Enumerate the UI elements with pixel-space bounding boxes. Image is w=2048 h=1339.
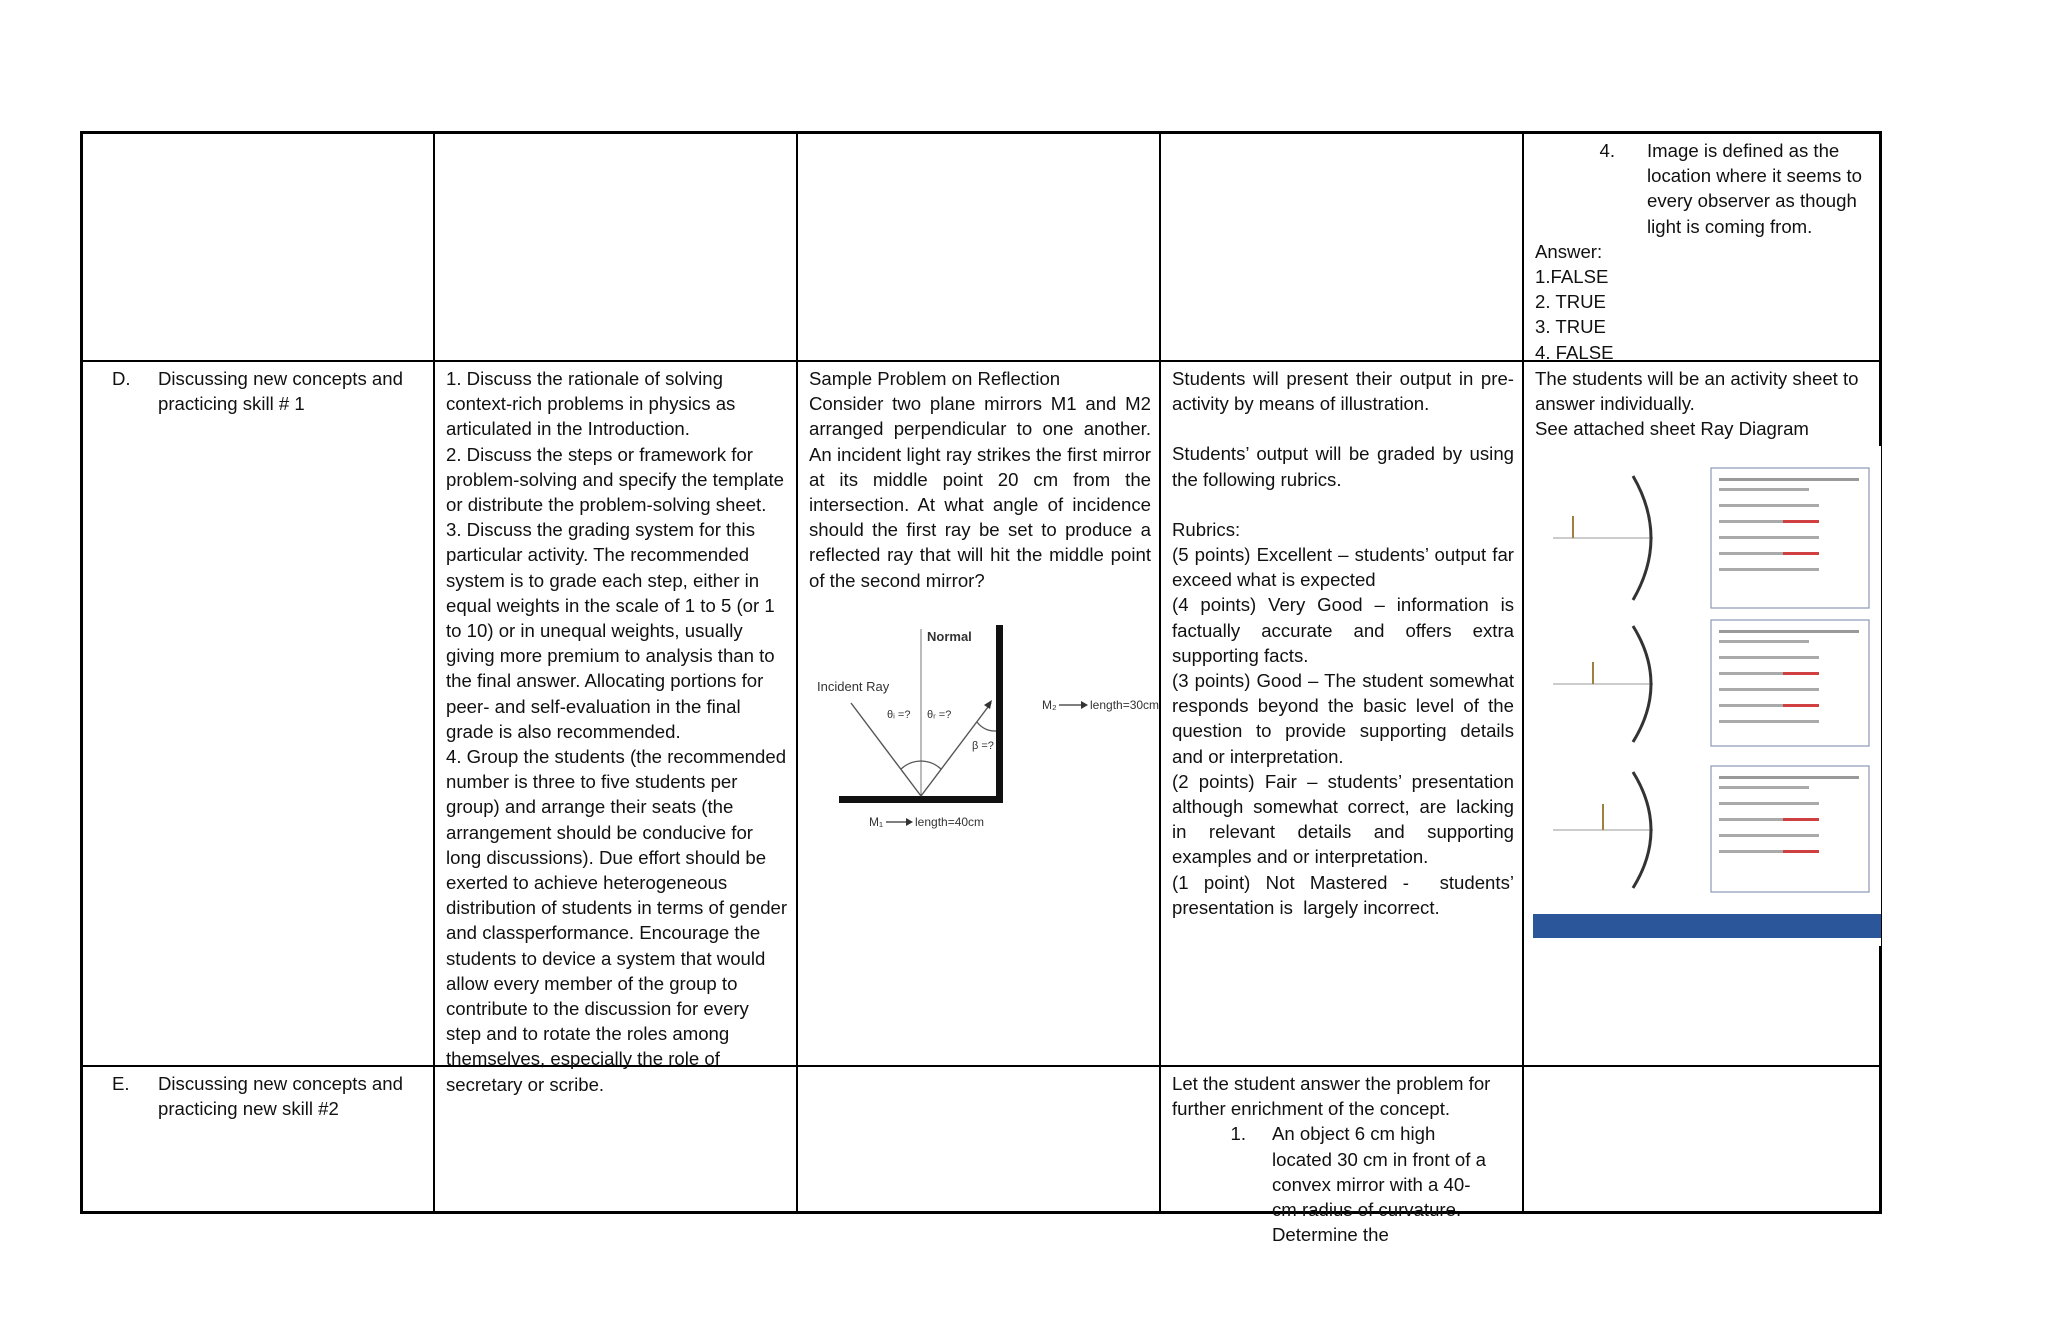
m2-label: M₂ xyxy=(1042,697,1057,712)
table-row-continuation xyxy=(83,134,1879,362)
lesson-plan-table xyxy=(80,131,1882,1246)
sample-problem-cell xyxy=(798,362,1161,1065)
m1-label: M₁ xyxy=(869,814,884,829)
rubrics-label: Rubrics: xyxy=(1172,518,1241,540)
section-letter: D. xyxy=(112,368,131,389)
mirror-m2 xyxy=(996,625,1003,803)
assessment-grading: Students’ output will be graded by using the following rubrics. xyxy=(1172,443,1520,490)
m2-arrowhead xyxy=(1081,701,1088,709)
procedure-step: 4. Group the students (the recommended number is three to five students per group) and arrange their seats (the arrangement should be conducive for long discussions). Due effort should be exerted to achieve heterogeneous distribution of students in terms of gender and classperformance. Encourage the students to device a system that would allow every member of the group to contribute to the discussion for every step and to rotate the roles among themselves, especially the role of secretary or scribe. xyxy=(446,746,793,1095)
spacer xyxy=(1172,416,1514,441)
table-cell xyxy=(798,1067,1161,1211)
table-cell xyxy=(435,134,798,360)
problem-heading: Sample Problem on Reflection xyxy=(809,368,1061,389)
beta-label: β =? xyxy=(972,739,994,752)
angle-arc-reflection xyxy=(921,761,941,769)
activity-reference: See attached sheet Ray Diagram xyxy=(1535,418,1809,440)
answer-item: 2. TRUE xyxy=(1535,291,1606,313)
problem-text: Consider two plane mirrors M1 and M2 arranged perpendicular to one another. An incident light ray strikes the first mirror at its middle point 20 cm from the intersection. At what angle of incidence should the first ray be set to produce a reflected ray that will hit the middle point of the second mirror? xyxy=(809,393,1157,591)
table-cell xyxy=(798,134,1161,360)
rubric-item: (2 points) Fair – students’ presentation although somewhat correct, are lacking in relevant details and supporting examples and or interpretation. xyxy=(1172,770,1520,868)
procedure-step: 3. Discuss the grading system for this particular activity. The recommended system is to grade each step, either in equal weights in the scale of 1 to 5 (or 1 to 10) or in unequal weights, usually giving more premium to analysis than to the final answer. Allocating portions for peer- and self-evaluation in the final grade is also recommended. xyxy=(446,519,780,742)
procedure-cell xyxy=(435,362,798,1095)
reflected-ray-arrowhead xyxy=(984,700,992,709)
incident-ray xyxy=(851,703,921,796)
m2-length-label: length=30cm xyxy=(1090,697,1160,712)
answer-label: Answer: xyxy=(1535,240,1603,262)
procedure-step: 2. Discuss the steps or framework for problem-solving and specify the template or distribute the problem-solving sheet. xyxy=(446,443,790,516)
item-text: Image is defined as the location where it seems to every observer as though light is coming from. xyxy=(1647,140,1862,237)
worksheet-footer-bar xyxy=(1533,914,1881,938)
assessment-cell xyxy=(1161,362,1524,1065)
incident-ray-label: Incident Ray xyxy=(817,678,890,694)
spacer xyxy=(1172,492,1514,517)
answer-item: 4. FALSE xyxy=(1535,341,1614,363)
table-cell xyxy=(1524,1067,1879,1211)
normal-label: Normal xyxy=(927,628,972,644)
table-cell xyxy=(435,1067,798,1211)
angle-arc-beta xyxy=(977,722,996,731)
section-title: Discussing new concepts and practicing skill # 1 xyxy=(158,368,403,415)
theta-i-label: θᵢ =? xyxy=(887,708,911,721)
enrichment-intro: Let the student answer the problem for further enrichment of the concept. xyxy=(1172,1073,1496,1120)
reflection-diagram xyxy=(809,611,1160,829)
enrichment-cell xyxy=(1161,1067,1524,1246)
rubric-item: (5 points) Excellent – students’ output far exceed what is expected xyxy=(1172,544,1520,591)
rubric-item: (1 point) Not Mastered - students’ presentation is largely incorrect. xyxy=(1172,871,1520,918)
m1-arrowhead xyxy=(906,818,913,826)
answer-item: 3. TRUE xyxy=(1535,316,1606,338)
section-heading xyxy=(94,366,425,416)
m1-length-label: length=40cm xyxy=(915,814,985,829)
table-cell xyxy=(83,134,435,360)
assessment-intro: Students will present their output in pre-activity by means of illustration. xyxy=(1172,368,1514,415)
section-label-cell xyxy=(83,1067,435,1211)
table-cell xyxy=(1161,134,1524,360)
item-number: 4. xyxy=(1599,140,1615,161)
theta-r-label: θᵣ =? xyxy=(927,708,952,721)
activity-instruction: The students will be an activity sheet to answer individually. xyxy=(1535,368,1864,415)
ray-diagram-worksheet-image xyxy=(1533,446,1881,946)
procedure-step: 1. Discuss the rationale of solving context-rich problems in physics as articulated in the Introduction. xyxy=(446,368,741,440)
activity-cell xyxy=(1524,362,1879,1065)
section-title: Discussing new concepts and practicing new skill #2 xyxy=(158,1073,403,1120)
item-text: An object 6 cm high located 30 cm in front of a convex mirror with a 40-cm radius of curvature. Determine the xyxy=(1272,1123,1486,1246)
section-label-cell xyxy=(83,362,435,1065)
numbered-item xyxy=(1535,138,1871,239)
section-heading xyxy=(94,1071,425,1121)
mirror-m1 xyxy=(839,796,1003,803)
item-number: 1. xyxy=(1230,1123,1246,1145)
answer-key-cell xyxy=(1524,134,1879,363)
table-row-e xyxy=(83,1067,1879,1246)
section-letter: E. xyxy=(112,1073,130,1094)
angle-arc-incidence xyxy=(901,761,921,769)
rubric-item: (4 points) Very Good – information is factually accurate and offers extra supporting facts. xyxy=(1172,594,1520,666)
rubric-item: (3 points) Good – The student somewhat responds beyond the basic level of the question to provide supporting details and or interpretation. xyxy=(1172,670,1520,767)
answer-item: 1.FALSE xyxy=(1535,266,1609,288)
table-row-d xyxy=(83,362,1879,1095)
numbered-item xyxy=(1172,1121,1514,1247)
